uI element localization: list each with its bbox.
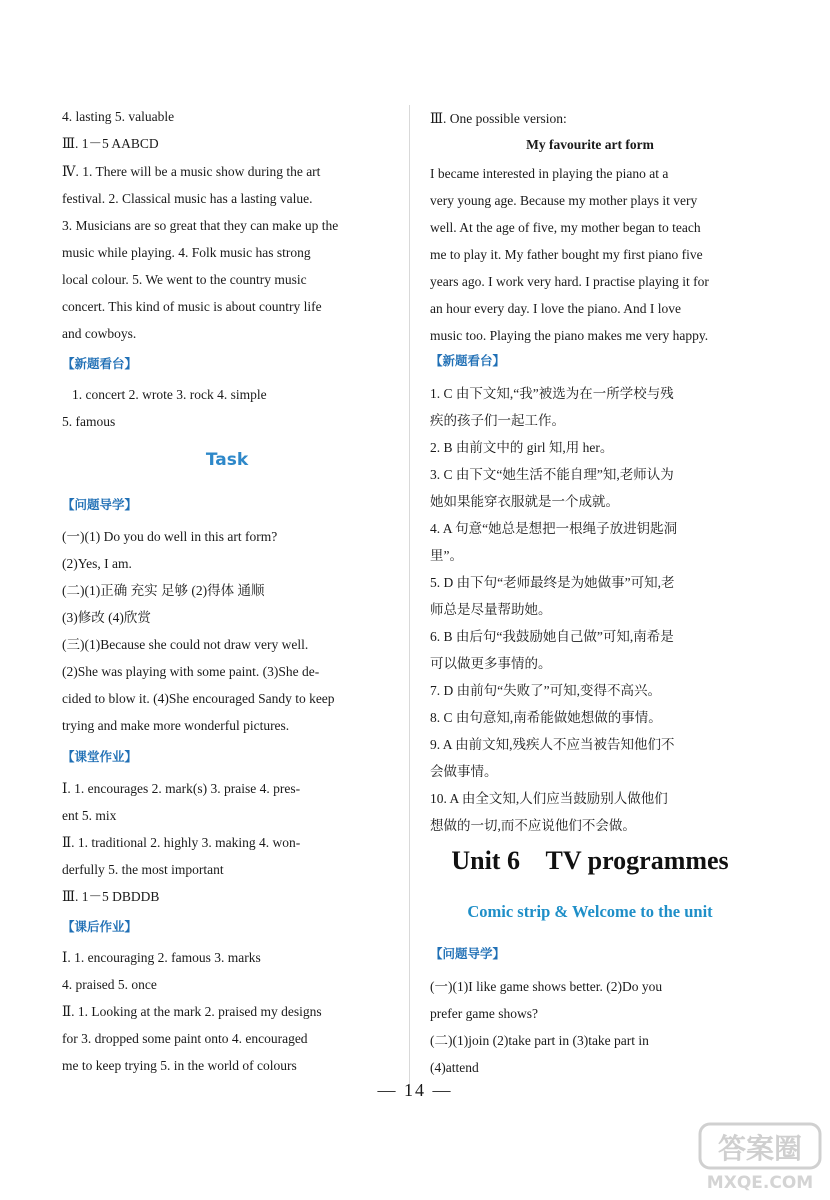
text-line: and cowboys. [62, 326, 137, 341]
essay-line: I became interested in playing the piano at a [430, 166, 669, 181]
text-line: local colour. 5. We went to the country music [62, 272, 307, 287]
new-topic-tag: 【新题看台】 [62, 356, 138, 371]
answer-line: 5. D 由下句“老师最终是为她做事”可知,老 [430, 575, 675, 590]
answer-line: 2. B 由前文中的 girl 知,用 her。 [430, 440, 614, 455]
answer-line: 疾的孩子们一起工作。 [430, 413, 565, 428]
answer-line: 1. C 由下文知,“我”被选为在一所学校与残 [430, 386, 674, 401]
new-topic-tag: 【新题看台】 [430, 353, 506, 368]
answer-line: 10. A 由全文知,人们应当鼓励别人做他们 [430, 791, 668, 806]
essay-line: me to play it. My father bought my first piano five [430, 247, 703, 262]
essay-line: years ago. I work very hard. I practise playing it for [430, 274, 709, 289]
unit-heading: Unit 6 TV programmes [451, 846, 729, 875]
after-class-tag: 【课后作业】 [62, 919, 138, 934]
text-line: me to keep trying 5. in the world of colours [62, 1058, 297, 1073]
section-heading: Comic strip & Welcome to the unit [467, 902, 713, 921]
essay-line: well. At the age of five, my mother began to teach [430, 220, 701, 235]
answer-line: 9. A 由前文知,残疾人不应当被告知他们不 [430, 737, 675, 752]
answer-line: 可以做更多事情的。 [430, 656, 552, 671]
text-line: music while playing. 4. Folk music has strong [62, 245, 311, 260]
answer-line: 4. A 句意“她总是想把一根绳子放进钥匙洞 [430, 521, 678, 536]
text-line: 1. concert 2. wrote 3. rock 4. simple [72, 387, 267, 402]
text-line: Ⅲ. 1－5 AABCD [62, 136, 159, 151]
text-line: 4. lasting 5. valuable [62, 109, 175, 124]
essay-line: music too. Playing the piano makes me very happy. [430, 328, 709, 343]
text-line: (2)She was playing with some paint. (3)She de- [62, 664, 320, 679]
text-line: 5. famous [62, 414, 116, 429]
text-line: 4. praised 5. once [62, 977, 157, 992]
answer-line: 3. C 由下文“她生活不能自理”知,老师认为 [430, 467, 674, 482]
text-line: ent 5. mix [62, 808, 117, 823]
text-line: Ⅰ. 1. encourages 2. mark(s) 3. praise 4. pres- [62, 781, 301, 796]
text-line: Ⅱ. 1. traditional 2. highly 3. making 4. won- [62, 835, 301, 850]
text-line: concert. This kind of music is about country life [62, 299, 322, 314]
text-line: (一)(1)I like game shows better. (2)Do you [430, 979, 663, 994]
text-line: Ⅱ. 1. Looking at the mark 2. praised my designs [62, 1004, 322, 1019]
answer-line: 6. B 由后句“我鼓励她自己做”可知,南希是 [430, 629, 674, 644]
text-line: (三)(1)Because she could not draw very well. [62, 637, 309, 652]
answer-line: 7. D 由前句“失败了”可知,变得不高兴。 [430, 683, 661, 698]
text-line: Ⅰ. 1. encouraging 2. famous 3. marks [62, 950, 261, 965]
text-line: (3)修改 (4)欣赏 [62, 610, 151, 625]
guide-tag: 【问题导学】 [430, 946, 506, 961]
answer-line: 8. C 由句意知,南希能做她想做的事情。 [430, 710, 662, 725]
text-line: (二)(1)正确 充实 足够 (2)得体 通顺 [62, 583, 265, 598]
svg-text:MXQE.COM: MXQE.COM [706, 1173, 814, 1193]
text-line: cided to blow it. (4)She encouraged Sandy to keep [62, 691, 335, 706]
svg-text:答案圈: 答案圈 [717, 1132, 803, 1165]
text-line: derfully 5. the most important [62, 862, 224, 877]
text-line: (4)attend [430, 1060, 479, 1075]
answer-line: 想做的一切,而不应说他们不会做。 [430, 818, 636, 833]
essay-line: very young age. Because my mother plays it very [430, 193, 698, 208]
text-line: (二)(1)join (2)take part in (3)take part in [430, 1033, 649, 1048]
text-line: 3. Musicians are so great that they can make up the [62, 218, 339, 233]
text-line: Ⅳ. 1. There will be a music show during the art [62, 164, 321, 179]
essay-line: an hour every day. I love the piano. And I love [430, 301, 682, 316]
task-heading: Task [205, 450, 249, 470]
watermark-logo [698, 1120, 823, 1194]
text-line: (一)(1) Do you do well in this art form? [62, 529, 278, 544]
class-work-tag: 【课堂作业】 [62, 749, 138, 764]
answer-line: 师总是尽量帮助她。 [430, 602, 552, 617]
text-line: prefer game shows? [430, 1006, 538, 1021]
page-number: — 14 — [377, 1080, 453, 1100]
column-divider [409, 105, 410, 1090]
text-line: Ⅲ. 1－5 DBDDB [62, 889, 160, 904]
answer-line: 会做事情。 [430, 764, 498, 779]
text-line: trying and make more wonderful pictures. [62, 718, 290, 733]
text-line: festival. 2. Classical music has a lasting value. [62, 191, 313, 206]
essay-title: My favourite art form [526, 137, 654, 152]
text-line: for 3. dropped some paint onto 4. encouraged [62, 1031, 308, 1046]
guide-tag: 【问题导学】 [62, 497, 138, 512]
answer-line: 里”。 [430, 548, 463, 563]
text-line: (2)Yes, I am. [62, 556, 132, 571]
text-line: Ⅲ. One possible version: [430, 111, 567, 126]
answer-line: 她如果能穿衣服就是一个成就。 [430, 494, 619, 509]
